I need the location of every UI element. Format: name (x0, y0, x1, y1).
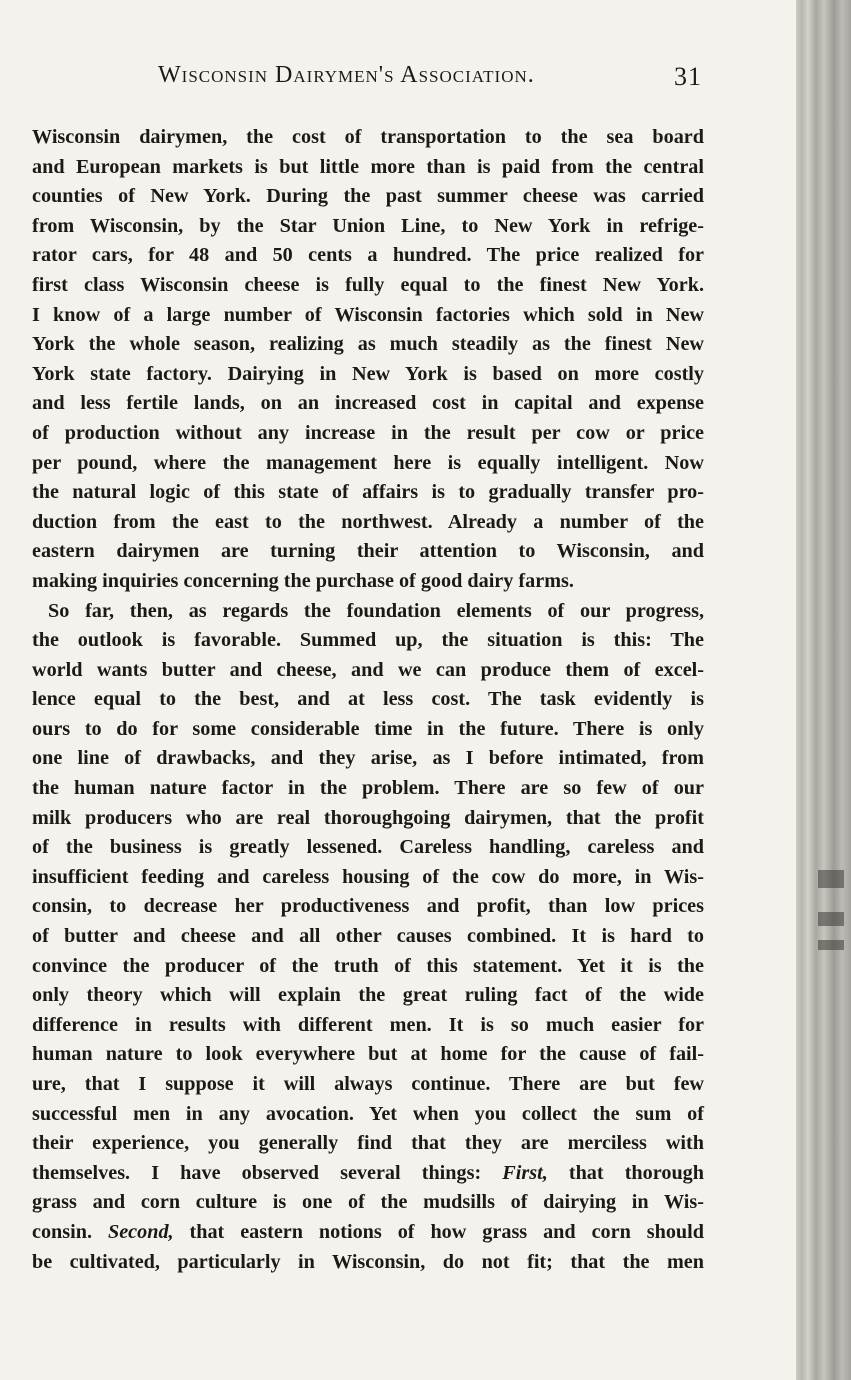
text-fragment: consin. (32, 1220, 108, 1243)
text-line: consin, to decrease her productiveness and profit, than low prices (32, 895, 704, 918)
text-line: I know of a large number of Wisconsin factories which sold in New (32, 303, 704, 326)
edge-ink-mark (818, 912, 844, 926)
text-line: Wisconsin dairymen, the cost of transportation to the sea board (32, 126, 704, 148)
running-header (158, 62, 702, 96)
text-line: the outlook is favorable. Summed up, the situation is this: The (32, 629, 704, 652)
text-line: world wants butter and cheese, and we can produce them of excel- (32, 658, 704, 681)
text-fragment: that eastern notions of how grass and corn should (173, 1220, 704, 1243)
text-line: the natural logic of this state of affairs is to gradually transfer pro- (32, 481, 704, 504)
text-fragment: that thorough (547, 1161, 704, 1184)
text-line: one line of drawbacks, and they arise, as I before intimated, from (32, 747, 704, 770)
text-line: only theory which will explain the great ruling fact of the wide (32, 984, 704, 1007)
text-line: duction from the east to the northwest. Already a number of the (32, 510, 704, 533)
page-edge-strip (796, 0, 851, 1380)
text-line: insufficient feeding and careless housing of the cow do more, in Wis- (32, 865, 704, 888)
text-line: and European markets is but little more than is paid from the central (32, 155, 704, 178)
running-title: Wisconsin Dairymen's Association. (158, 62, 535, 88)
text-line: be cultivated, particularly in Wisconsin, do not fit; that the men (32, 1250, 704, 1273)
text-line-mixed (32, 1159, 704, 1189)
text-line: successful men in any avocation. Yet when you collect the sum of (32, 1102, 704, 1125)
text-line-mixed (32, 1218, 704, 1248)
text-line: eastern dairymen are turning their attention to Wisconsin, and (32, 540, 704, 563)
text-line: of production without any increase in the result per cow or price (32, 421, 704, 444)
text-fragment: themselves. I have observed several things: (32, 1161, 503, 1184)
text-line: lence equal to the best, and at less cost. The task evidently is (32, 688, 704, 711)
edge-ink-mark (818, 870, 844, 888)
text-line: from Wisconsin, by the Star Union Line, to New York in refrige- (32, 214, 704, 237)
text-line: of butter and cheese and all other causes combined. It is hard to (32, 925, 704, 948)
text-line: difference in results with different men. It is so much easier for (32, 1013, 704, 1036)
text-line: milk producers who are real thoroughgoing dairymen, that the profit (32, 806, 704, 829)
text-line: making inquiries concerning the purchase of good dairy farms. (32, 569, 574, 592)
text-line: and less fertile lands, on an increased cost in capital and expense (32, 392, 704, 415)
text-line: grass and corn culture is one of the mudsills of dairying in Wis- (32, 1191, 704, 1214)
emphasis-second: Second, (107, 1220, 174, 1243)
text-line: the human nature factor in the problem. There are so few of our (32, 777, 704, 800)
text-line: counties of New York. During the past summer cheese was carried (32, 185, 704, 208)
text-line: human nature to look everywhere but at home for the cause of fail- (32, 1043, 704, 1066)
text-line: per pound, where the management here is equally intelligent. Now (32, 451, 704, 474)
text-line: ours to do for some considerable time in the future. There is only (32, 717, 704, 740)
text-line: So far, then, as regards the foundation elements of our progress, (48, 599, 704, 622)
text-line: of the business is greatly lessened. Careless handling, careless and (32, 836, 704, 859)
emphasis-first: First, (502, 1161, 548, 1184)
text-line: convince the producer of the truth of this statement. Yet it is the (32, 954, 704, 977)
text-line: their experience, you generally find that they are merciless with (32, 1132, 704, 1155)
text-line: rator cars, for 48 and 50 cents a hundred. The price realized for (32, 244, 704, 267)
text-line: York the whole season, realizing as much steadily as the finest New (32, 333, 704, 356)
page-number: 31 (674, 62, 702, 91)
edge-ink-mark (818, 940, 844, 950)
text-line: first class Wisconsin cheese is fully equal to the finest New York. (32, 273, 704, 296)
text-line: ure, that I suppose it will always continue. There are but few (32, 1073, 704, 1095)
text-line: York state factory. Dairying in New York is based on more costly (32, 362, 704, 385)
body-text (32, 123, 704, 1277)
